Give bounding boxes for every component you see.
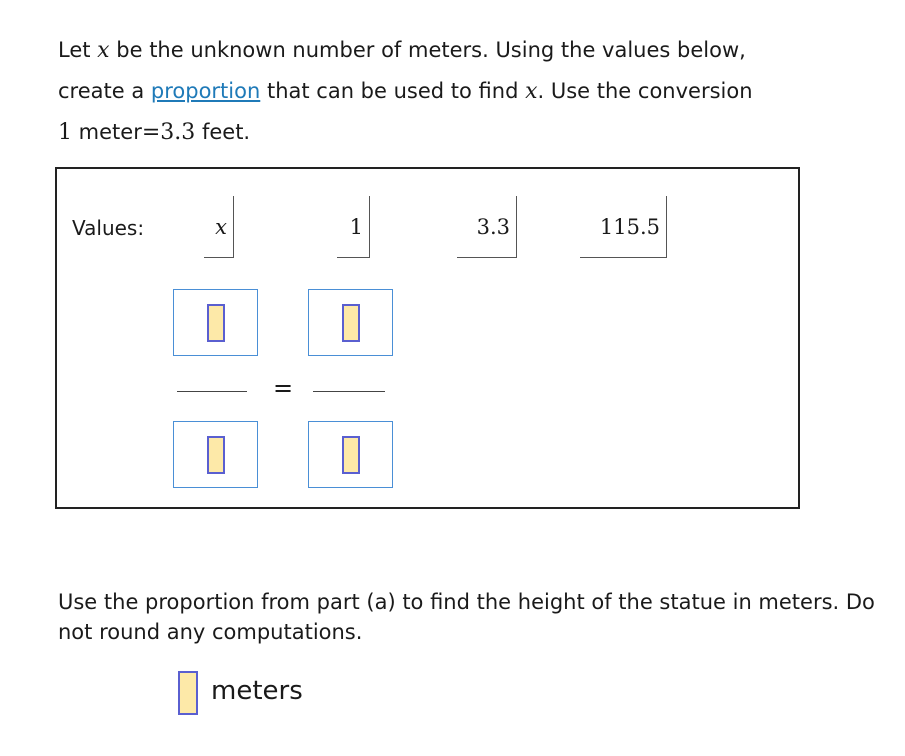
empty-slot: [342, 304, 360, 342]
instruction-line-3: [58, 112, 858, 153]
variable-x: x: [97, 38, 110, 63]
conversion-value: 3.3: [160, 120, 196, 145]
text-segment: that can be used to find: [260, 79, 526, 103]
text-segment: create a: [58, 79, 151, 103]
answer-input[interactable]: [178, 671, 198, 715]
left-denominator-dropbox[interactable]: [173, 421, 258, 488]
text-segment: meter: [72, 120, 142, 144]
conversion-equals: =: [141, 120, 161, 145]
value-tile-x[interactable]: x: [204, 196, 234, 258]
right-fraction-bar: [313, 391, 385, 392]
text-segment: feet.: [195, 120, 251, 144]
left-fraction-bar: [177, 391, 247, 392]
part-a-instructions: [58, 30, 858, 153]
conversion-number: 1: [58, 120, 72, 145]
answer-unit-label: meters: [211, 676, 303, 706]
empty-slot: [207, 304, 225, 342]
instruction-line-2: [58, 71, 858, 112]
variable-x: x: [525, 79, 538, 104]
right-denominator-dropbox[interactable]: [308, 421, 393, 488]
value-tile-1[interactable]: 1: [337, 196, 370, 258]
text-segment: . Use the conversion: [537, 79, 753, 103]
instruction-line-1: [58, 30, 858, 71]
text-segment: Let: [58, 38, 98, 62]
value-tile-115-5[interactable]: 115.5: [580, 196, 667, 258]
left-numerator-dropbox[interactable]: [173, 289, 258, 356]
empty-slot: [207, 436, 225, 474]
values-label: Values:: [72, 216, 145, 240]
proportion-workspace: [55, 167, 800, 509]
equals-sign: =: [273, 374, 294, 402]
value-tile-3-3[interactable]: 3.3: [457, 196, 517, 258]
text-segment: be the unknown number of meters. Using the values below,: [109, 38, 746, 62]
part-b-instructions: Use the proportion from part (a) to find the height of the statue in meters. Do not round any computations.: [58, 590, 875, 644]
empty-slot: [342, 436, 360, 474]
proportion-link[interactable]: proportion: [150, 79, 261, 103]
right-numerator-dropbox[interactable]: [308, 289, 393, 356]
